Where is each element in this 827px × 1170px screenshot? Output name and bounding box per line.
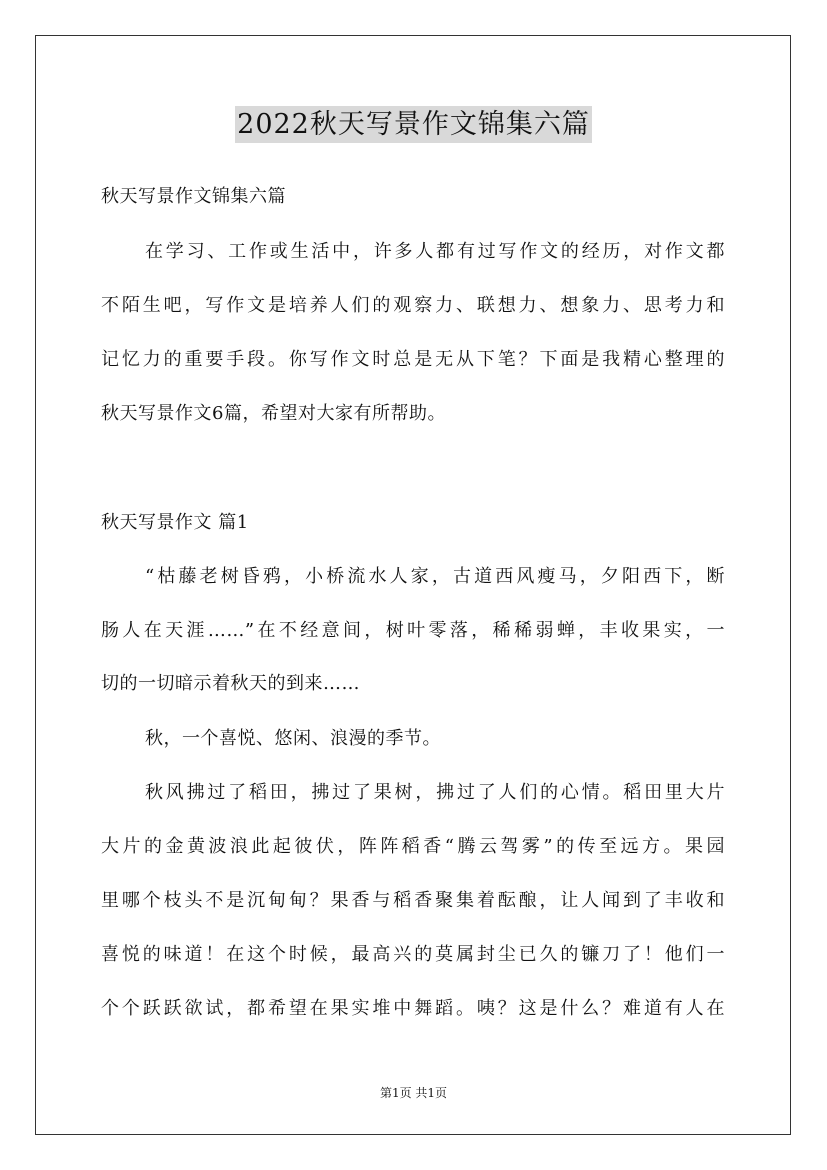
section-heading: 秋天写景作文 篇1 — [101, 512, 249, 533]
para3-line-3: 里哪个枝头不是沉甸甸？果香与稻香聚集着酝酿，让人闻到了丰收和 — [101, 890, 725, 911]
para1-line-3: 切的一切暗示着秋天的到来…… — [101, 673, 360, 694]
page-footer: 第1页 共1页 — [379, 1086, 448, 1100]
subtitle: 秋天写景作文锦集六篇 — [101, 186, 286, 207]
para1-line-1: “枯藤老树昏鸦，小桥流水人家，古道西风瘦马，夕阳西下，断 — [145, 566, 725, 587]
para3-line-5: 个个跃跃欲试，都希望在果实堆中舞蹈。咦？这是什么？难道有人在 — [101, 998, 725, 1019]
intro-line-2: 不陌生吧，写作文是培养人们的观察力、联想力、想象力、思考力和 — [101, 295, 725, 316]
para1-line-2: 肠人在天涯……”在不经意间，树叶零落，稀稀弱蝉，丰收果实，一 — [101, 620, 725, 641]
para2-line-1: 秋，一个喜悦、悠闲、浪漫的季节。 — [145, 728, 441, 749]
para3-line-1: 秋风拂过了稻田，拂过了果树，拂过了人们的心情。稻田里大片 — [145, 782, 725, 803]
para3-line-2: 大片的金黄波浪此起彼伏，阵阵稻香“腾云驾雾”的传至远方。果园 — [101, 836, 725, 857]
intro-line-4: 秋天写景作文6篇，希望对大家有所帮助。 — [101, 403, 446, 424]
document-title-wrap — [0, 102, 827, 141]
intro-line-3: 记忆力的重要手段。你写作文时总是无从下笔？下面是我精心整理的 — [101, 349, 725, 370]
document-title: 2022秋天写景作文锦集六篇 — [235, 106, 592, 143]
para3-line-4: 喜悦的味道！在这个时候，最高兴的莫属封尘已久的镰刀了！他们一 — [101, 944, 725, 965]
intro-line-1: 在学习、工作或生活中，许多人都有过写作文的经历，对作文都 — [145, 241, 725, 262]
